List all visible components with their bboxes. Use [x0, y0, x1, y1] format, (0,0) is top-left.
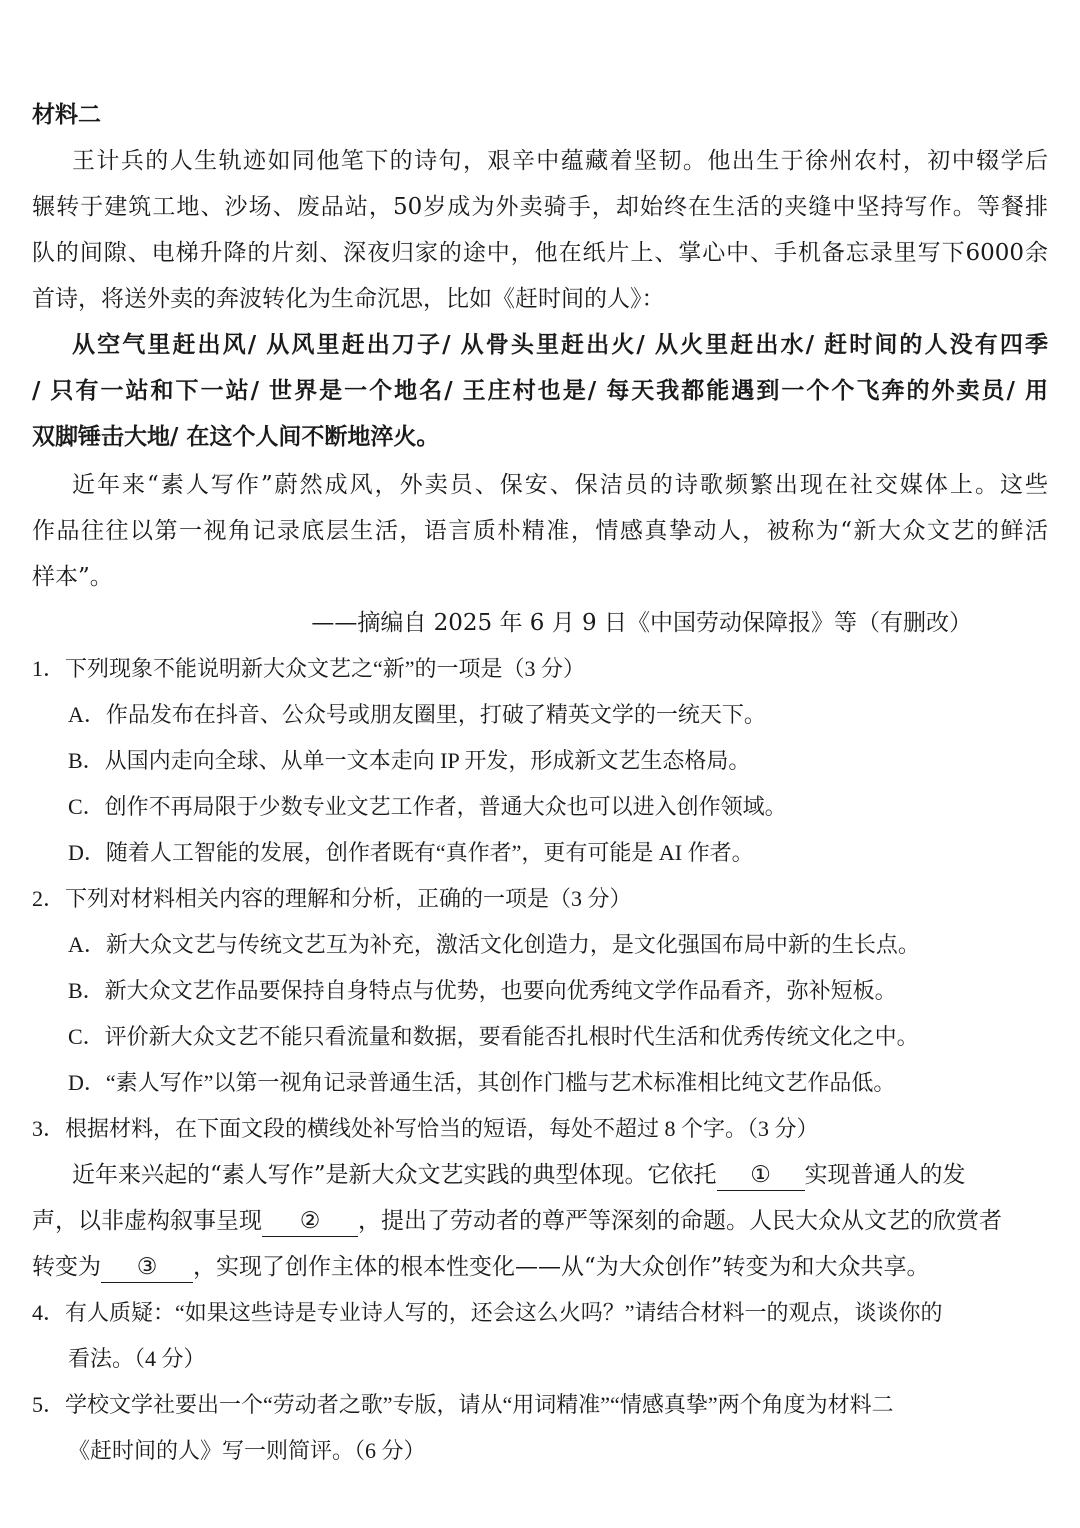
fill-line-3 [32, 1244, 1048, 1290]
fill-text: 实现普通人的发 [804, 1162, 966, 1188]
para-line: 样本”。 [32, 564, 113, 590]
para-line: 王计兵的人生轨迹如同他笔下的诗句，艰辛中蕴藏着坚韧。他出生于徐州农村，初中辍学后 [72, 148, 1048, 174]
question-stem: 4．有人质疑：“如果这些诗是专业诗人写的，还会这么火吗？”请结合材料一的观点，谈谈你的 [32, 1300, 943, 1325]
option-c: C．评价新大众文艺不能只看流量和数据，要看能否扎根时代生活和优秀传统文化之中。 [68, 1024, 919, 1049]
para-line: 队的间隙、电梯升降的片刻、深夜归家的途中，他在纸片上、掌心中、手机备忘录里写下6000余 [32, 240, 1048, 266]
fill-text: 转变为 [32, 1254, 101, 1280]
poem-line: / 只有一站和下一站/ 世界是一个地名/ 王庄村也是/ 每天我都能遇到一个个飞奔的外卖员/ 用 [32, 377, 1048, 404]
option-d: D．随着人工智能的发展，创作者既有“真作者”，更有可能是 AI 作者。 [68, 840, 754, 865]
option-c: C．创作不再局限于少数专业文艺工作者，普通大众也可以进入创作领域。 [68, 794, 787, 819]
poem-line: 双脚锤击大地/ 在这个人间不断地淬火。 [32, 423, 440, 450]
para-line: 首诗，将送外卖的奔波转化为生命沉思，比如《赶时间的人》： [32, 286, 665, 312]
fill-text: 近年来兴起的“素人写作”是新大众文艺实践的典型体现。它依托 [72, 1162, 717, 1188]
fill-blank-2[interactable]: ② [262, 1206, 358, 1237]
para-line: 作品往往以第一视角记录底层生活，语言质朴精准，情感真挚动人，被称为“新大众文艺的鲜活 [32, 518, 1048, 544]
question-stem: 3．根据材料，在下面文段的横线处补写恰当的短语，每处不超过 8 个字。（3 分） [32, 1116, 819, 1141]
question-stem: 5．学校文学社要出一个“劳动者之歌”专版，请从“用词精准”“情感真挚”两个角度为材料二 [32, 1392, 894, 1417]
question-stem-cont: 看法。（4 分） [68, 1346, 206, 1371]
fill-blank-1[interactable]: ① [717, 1160, 805, 1191]
option-a: A．作品发布在抖音、公众号或朋友圈里，打破了精英文学的一统天下。 [68, 702, 766, 727]
option-d: D．“素人写作”以第一视角记录普通生活，其创作门槛与艺术标准相比纯文艺作品低。 [68, 1070, 896, 1095]
fill-blank-3[interactable]: ③ [101, 1252, 193, 1283]
option-b: B．从国内走向全球、从单一文本走向 IP 开发，形成新文艺生态格局。 [68, 748, 751, 773]
para-line: 近年来“素人写作”蔚然成风，外卖员、保安、保洁员的诗歌频繁出现在社交媒体上。这些 [72, 472, 1048, 498]
fill-text: 声，以非虚构叙事呈现 [32, 1208, 262, 1234]
question-stem: 1．下列现象不能说明新大众文艺之“新”的一项是（3 分） [32, 656, 586, 681]
source-citation: ——摘编自 2025 年 6 月 9 日《中国劳动保障报》等（有删改） [311, 610, 972, 636]
fill-text: ，实现了创作主体的根本性变化——从“为大众创作”转变为和大众共享。 [193, 1254, 930, 1280]
question-stem-cont: 《赶时间的人》写一则简评。（6 分） [68, 1438, 426, 1463]
fill-line-2 [32, 1198, 1048, 1244]
option-a: A．新大众文艺与传统文艺互为补充，激活文化创造力，是文化强国布局中新的生长点。 [68, 932, 920, 957]
para-line: 辗转于建筑工地、沙场、废品站，50岁成为外卖骑手，却始终在生活的夹缝中坚持写作。等餐排 [32, 194, 1048, 220]
fill-text: ，提出了劳动者的尊严等深刻的命题。人民大众从文艺的欣赏者 [358, 1208, 1002, 1234]
option-b: B．新大众文艺作品要保持自身特点与优势，也要向优秀纯文学作品看齐，弥补短板。 [68, 978, 897, 1003]
question-stem: 2．下列对材料相关内容的理解和分析，正确的一项是（3 分） [32, 886, 632, 911]
material2-heading: 材料二 [32, 101, 101, 128]
fill-line-1 [72, 1152, 1048, 1198]
poem-line: 从空气里赶出风/ 从风里赶出刀子/ 从骨头里赶出火/ 从火里赶出水/ 赶时间的人没有四季 [72, 331, 1048, 358]
